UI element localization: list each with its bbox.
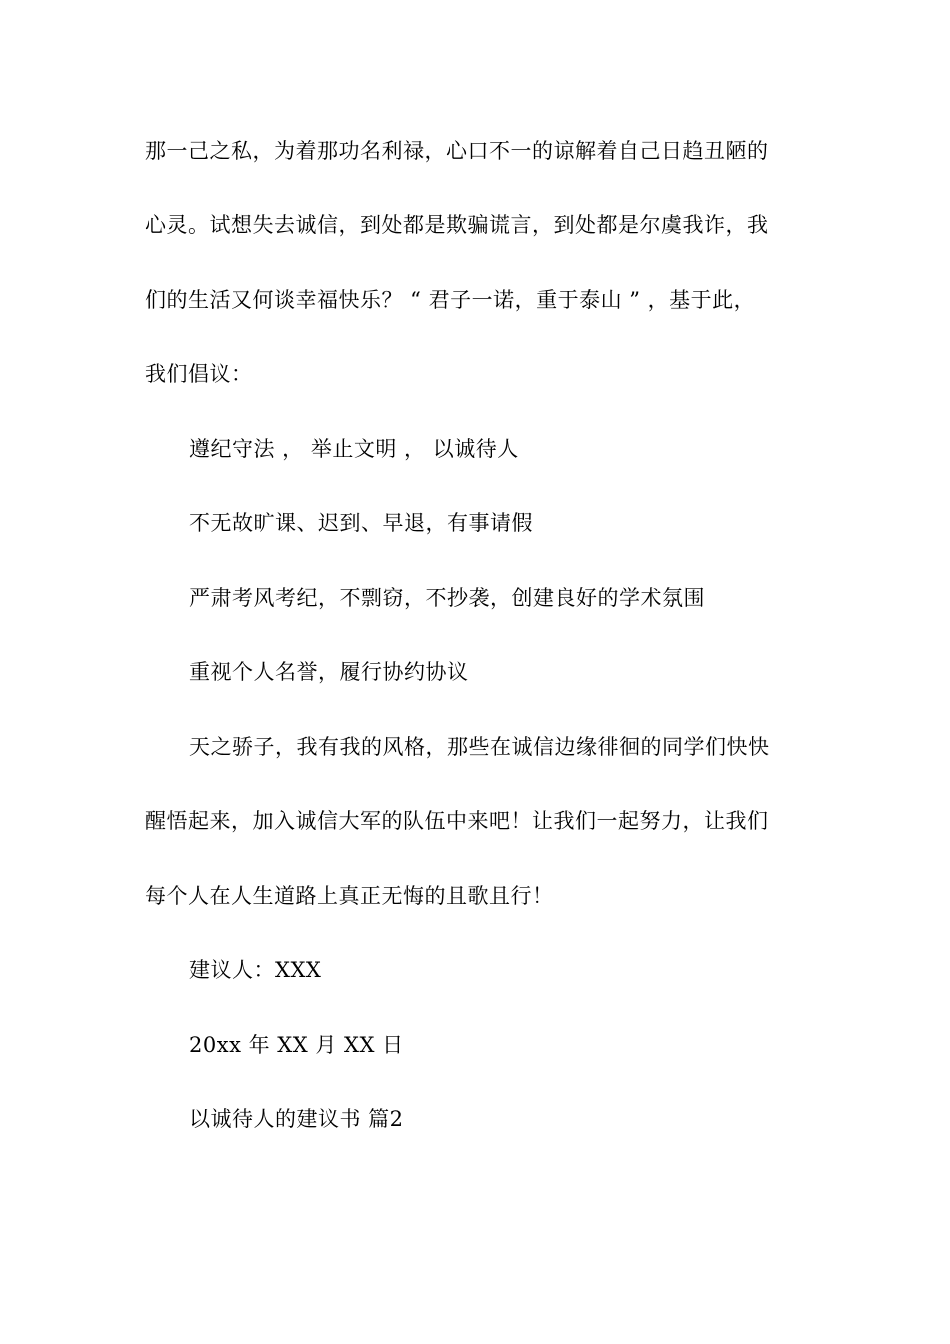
signature: 建议人：XXX — [189, 958, 322, 982]
paragraph-line: 每个人在人生道路上真正无悔的且歌且行！ — [145, 884, 554, 908]
proposal-item: 不无故旷课、迟到、早退，有事请假 — [189, 511, 533, 535]
proposal-item: 重视个人名誉，履行协约协议 — [189, 660, 469, 684]
paragraph-line: 天之骄子，我有我的风格，那些在诚信边缘徘徊的同学们快快 — [189, 735, 770, 759]
paragraph-line: 们的生活又何谈幸福快乐？ “ 君子一诺，重于泰山 ” ，基于此， — [145, 288, 756, 312]
paragraph-line: 我们倡议： — [145, 362, 253, 386]
paragraph-line: 那一己之私，为着那功名利禄，心口不一的谅解着自己日趋丑陋的 — [145, 139, 769, 163]
section-heading: 以诚待人的建议书 篇2 — [189, 1107, 404, 1131]
proposal-item: 遵纪守法 ， 举止文明 ， 以诚待人 — [189, 437, 519, 461]
paragraph-line: 心灵。试想失去诚信，到处都是欺骗谎言，到处都是尔虞我诈，我 — [145, 213, 769, 237]
proposal-item: 严肃考风考纪，不剽窃，不抄袭，创建良好的学术氛围 — [189, 586, 705, 610]
date: 20xx 年 XX 月 XX 日 — [189, 1033, 404, 1057]
paragraph-line: 醒悟起来，加入诚信大军的队伍中来吧！让我们一起努力，让我们 — [145, 809, 769, 833]
